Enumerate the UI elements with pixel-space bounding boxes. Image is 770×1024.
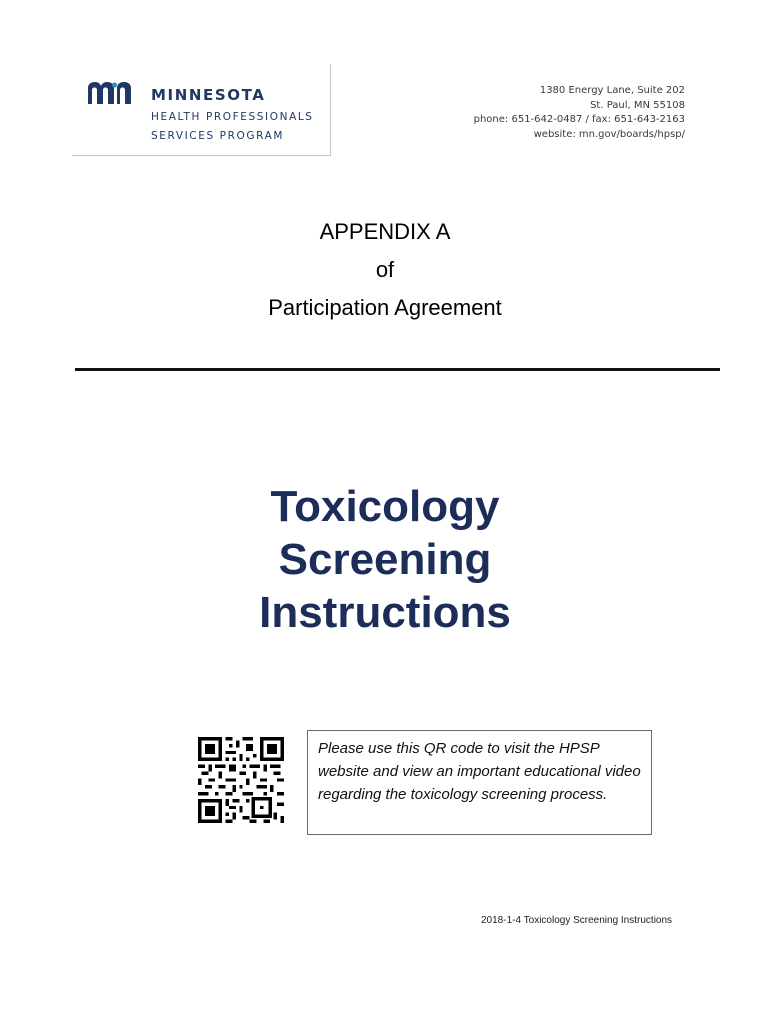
appendix-heading — [0, 213, 770, 327]
address-website: website: mn.gov/boards/hpsp/ — [533, 128, 685, 140]
minnesota-logo-mark-icon — [86, 82, 144, 104]
qr-code-icon[interactable] — [198, 737, 284, 823]
logo-program-line1: HEALTH PROFESSIONALS — [151, 111, 314, 123]
logo-state-name: MINNESOTA — [151, 86, 266, 104]
address-city: St. Paul, MN 55108 — [590, 99, 685, 111]
qr-instruction-note: Please use this QR code to visit the HPSP website and view an important educational video regarding the toxicology screening process. — [307, 730, 652, 835]
appendix-line1: APPENDIX A — [319, 219, 451, 244]
footer-document-id: 2018-1-4 Toxicology Screening Instructions — [481, 915, 673, 926]
hpsp-logo — [72, 64, 331, 156]
address-phone-fax: phone: 651-642-0487 / fax: 651-643-2163 — [473, 114, 685, 125]
horizontal-divider — [75, 368, 720, 371]
contact-address-block — [474, 84, 685, 142]
appendix-line3: Participation Agreement — [268, 295, 502, 320]
document-title — [0, 480, 770, 639]
title-line3: Instructions — [259, 588, 511, 637]
title-line2: Screening — [278, 535, 492, 584]
address-street: 1380 Energy Lane, Suite 202 — [539, 85, 685, 96]
appendix-line2: of — [375, 257, 395, 282]
logo-program-line2: SERVICES PROGRAM — [151, 130, 285, 142]
title-line1: Toxicology — [270, 482, 500, 531]
